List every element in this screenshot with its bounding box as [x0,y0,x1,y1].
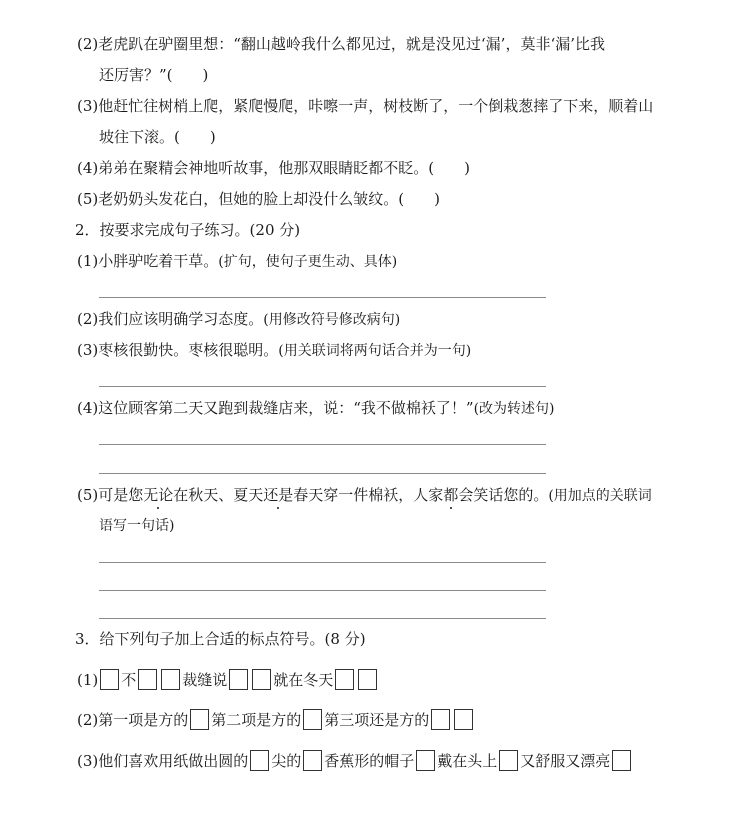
q2-item5-instruction-2: 语写一句话) [99,518,175,534]
q2-item3-sentence: (3)枣核很勤快。枣核很聪明。 [77,341,279,359]
q3-sentence-2 [77,709,475,730]
q2-item5-answer-line-2[interactable] [99,590,546,591]
q3-s1-text-1: (1) [77,671,99,689]
punctuation-box[interactable] [499,750,518,771]
q3-s1-text-2: 不 [121,671,137,689]
q1-item2-line1: (2)老虎趴在驴圈里想：“翻山越岭我什么都见过，就是没见过‘漏’，莫非‘漏’比我 [77,35,605,53]
q2-item5-answer-line-3[interactable] [99,618,546,619]
q3-heading: 3．给下列句子加上合适的标点符号。(8 分) [75,630,366,648]
q1-item2-line2: 还厉害？”( ) [99,66,209,84]
q2-item1 [77,251,397,272]
punctuation-box[interactable] [250,750,269,771]
punctuation-box[interactable] [358,669,377,690]
q2-item3 [77,340,471,361]
q2-item3-answer-line[interactable] [99,386,546,387]
punctuation-box[interactable] [100,669,119,690]
q1-item3-line2: 坡往下滚。( ) [99,128,216,146]
punctuation-box[interactable] [416,750,435,771]
q2-item3-instruction: (用关联词将两句话合并为一句) [278,343,472,359]
q3-s1-text-4: 就在冬天 [273,671,334,689]
q2-item1-instruction: (扩句，使句子更生动、具体) [218,254,398,270]
q1-item5: (5)老奶奶头发花白，但她的脸上却没什么皱纹。( ) [77,190,440,208]
q3-sentence-3 [77,750,633,771]
punctuation-box[interactable] [454,709,473,730]
dotted-word-wulun: 无论 [143,486,174,504]
q2-item2 [77,309,400,330]
q3-s2-text-3: 第三项还是方的 [324,711,430,729]
q2-item5-text-3: 春天穿一件棉袄，人家 [293,486,444,504]
q2-item4-sentence: (4)这位顾客第二天又跑到裁缝店来，说：“我不做棉袄了！” [77,399,474,417]
dotted-word-haishi: 还是 [263,486,294,504]
q2-item1-answer-line[interactable] [99,297,546,298]
q2-item4-answer-line-2[interactable] [99,473,546,474]
q3-s3-text-4: 戴在头上 [437,752,498,770]
q3-s3-text-1: (3)他们喜欢用纸做出圆的 [77,752,249,770]
q2-item5-text-2: 在秋天、夏天 [173,486,264,504]
punctuation-box[interactable] [138,669,157,690]
q2-item5-text-1: (5)可是您 [77,486,144,504]
q3-sentence-1 [77,669,379,690]
punctuation-box[interactable] [252,669,271,690]
q1-item4: (4)弟弟在聚精会神地听故事，他那双眼睛眨都不眨。( ) [77,159,470,177]
punctuation-box[interactable] [190,709,209,730]
q2-item5 [77,485,652,506]
q2-item4 [77,398,555,419]
punctuation-box[interactable] [161,669,180,690]
q2-item2-instruction: (用修改符号修改病句) [263,312,401,328]
q3-s3-text-3: 香蕉形的帽子 [324,752,415,770]
q1-item3-line1: (3)他赶忙往树梢上爬，紧爬慢爬，咔嚓一声，树枝断了，一个倒栽葱摔了下来，顺着山 [77,97,654,115]
q3-s2-text-1: (2)第一项是方的 [77,711,189,729]
punctuation-box[interactable] [431,709,450,730]
q2-heading: 2．按要求完成句子练习。(20 分) [75,221,301,239]
q3-s3-text-2: 尖的 [271,752,302,770]
punctuation-box[interactable] [229,669,248,690]
q2-item5-text-4: 会笑话您的。 [458,486,549,504]
punctuation-box[interactable] [303,709,322,730]
punctuation-box[interactable] [335,669,354,690]
q2-item2-sentence: (2)我们应该明确学习态度。 [77,310,264,328]
q2-item4-answer-line-1[interactable] [99,444,546,445]
q2-item4-instruction: (改为转述句) [473,401,555,417]
q3-s1-text-3: 裁缝说 [182,671,228,689]
punctuation-box[interactable] [303,750,322,771]
dotted-word-dou: 都 [443,486,459,504]
punctuation-box[interactable] [612,750,631,771]
q2-item1-sentence: (1)小胖驴吃着干草。 [77,252,219,270]
q3-s2-text-2: 第二项是方的 [211,711,302,729]
q2-item5-answer-line-1[interactable] [99,562,546,563]
q2-item5-instruction-1: (用加点的关联词 [548,488,652,504]
q3-s3-text-5: 又舒服又漂亮 [520,752,611,770]
